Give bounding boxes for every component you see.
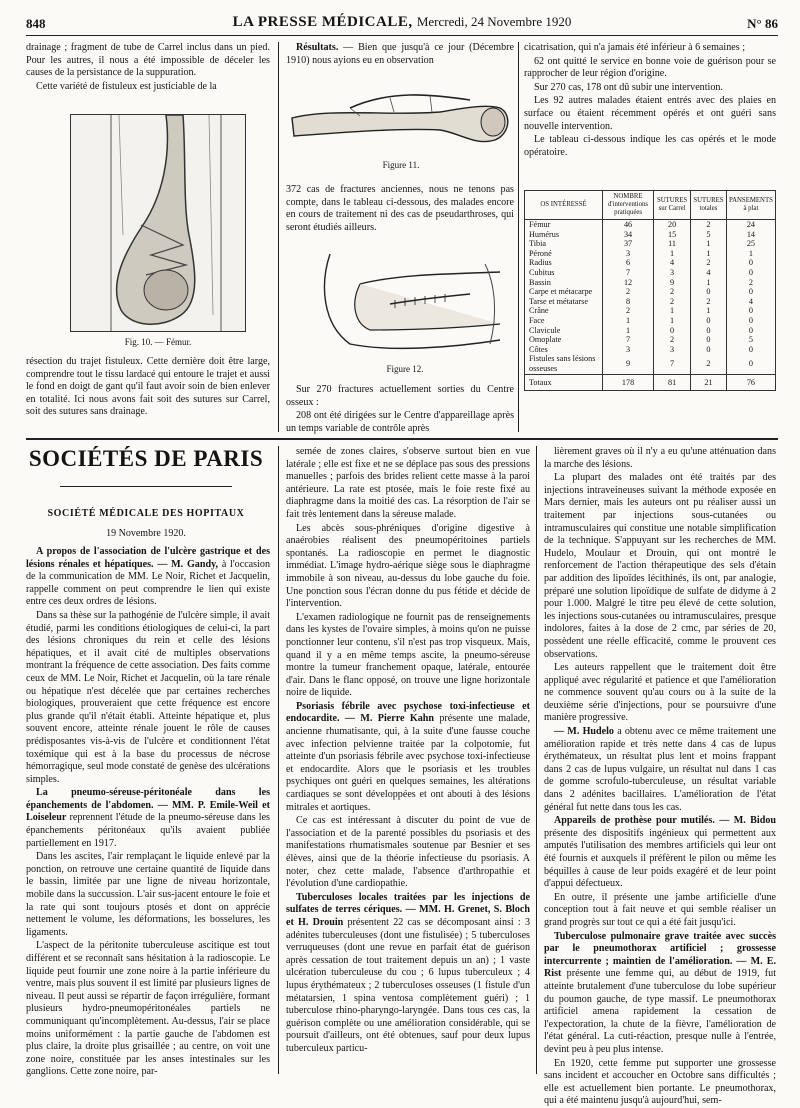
- article-text: La plupart des malades ont été traités par des injections intraveineuses suivant la méthode exposée en Mars dernier, mais les auteurs ont pu réaliser aussi un traitement par injections sous-cutanées ou intramusculaires qui constitue une notable simplification de la technique. S'appuyant sur les recherches de MM. Hudelo, Moulaur et Drouin, qui ont montré le renforcement de l'action thérapeutique des sels d'étain par addition des lipoïdes lécithinés, ils ont, par analogie, préparé une solution lipoïdique de sulfate de didyme à 2 pour 1.000. Malgré le titre peu élevé de cette solution, les injections sous-cutanées ou intramusculaires, presque indolores, faites à la dose de 2 cmc, par séries de 20, possèdent une réelle efficacité, comme le prouvent ces observations.: [544, 472, 776, 660]
- paragraph: [544, 1058, 776, 1108]
- table-row: [525, 230, 776, 240]
- article-heading: — M. Hudelo: [554, 726, 614, 738]
- table-cell-tot: 2: [691, 220, 727, 230]
- article-text: L'examen radiologique ne fournit pas de renseignements dans les kystes de l'ovaire simples, à moins qu'on ne puisse ponctionner leur contenu, s'il n'est pas trop visqueux. Mais, quand il y a en même temps ascite, la pneumo-séreuse montre la tumeur franchement opaque, latérale, entourée d'air. Dans le flanc opposé, on trouve une ligne horizontale noire de liquide.: [286, 611, 530, 699]
- table-cell-tot: 21: [691, 374, 727, 391]
- table-cell-os: Face: [525, 316, 603, 326]
- table-cell-n: 1: [603, 316, 654, 326]
- table-cell-n: 34: [603, 230, 654, 240]
- table-cell-tot: 1: [691, 249, 727, 259]
- top-column-1-continued: [26, 356, 270, 432]
- top-column-2-middle: [286, 184, 514, 236]
- society-title: SOCIÉTÉS DE PARIS: [28, 446, 264, 471]
- table-cell-os: Fémur: [525, 220, 603, 230]
- table-row: [525, 354, 776, 374]
- article-text: semée de zones claires, s'observe surtout bien en vue latérale ; elle est fixe et ne se déplace pas sous des pressions manuelles ; parfois des brides relient cette masse à la paroi antérieure. La rate est ptosée, mais le foie reste fixé au diaphragme dans la moitié des cas. La résorption de l'air se fait très lentement dans la séreuse malade.: [286, 446, 530, 520]
- table-cell-tot: 0: [691, 335, 727, 345]
- table-cell-n: 1: [603, 326, 654, 336]
- figure-12-image: [300, 244, 510, 356]
- table-cell-pans: 0: [726, 326, 775, 336]
- table-cell-carrel: 4: [654, 258, 691, 268]
- article-heading: Psoriasis fébrile avec psychose toxi-infectieuse et endocardite. — M. Pierre Kahn: [286, 700, 530, 725]
- column-rule: [536, 446, 537, 1074]
- table-cell-carrel: 3: [654, 345, 691, 355]
- table-cell-os: Fistules sans lésions osseuses: [525, 354, 603, 374]
- table-cell-carrel: 1: [654, 306, 691, 316]
- table-row: [525, 345, 776, 355]
- table-cell-n: 2: [603, 306, 654, 316]
- article-text: a obtenu avec ce même traitement une amélioration rapide et très nette dans 4 cas de lupus érythémateux, un résultat plus lent et moins frappant dans 2 cas de lupus vulgaire, un résultat nul dans 1 cas de gomme scrofulo-tuberculeuse, un résultat variable dans 2 adénites bacillaires. L'amélioration de l'état général fut nette dans tous les cas.: [544, 726, 777, 813]
- table-cell-pans: 76: [726, 374, 775, 391]
- table-cell-pans: 25: [726, 239, 775, 249]
- bottom-column-1: [26, 546, 270, 1078]
- paragraph: Le tableau ci-dessous indique les cas opérés et le mode opératoire.: [524, 134, 776, 158]
- table-cell-n: 178: [603, 374, 654, 391]
- article-text: Les abcès sous-phréniques d'origine digestive à anaérobies réalisent des pneumopéritoines partiels spontanés. La radioscopie en permet le diagnostic immédiat. L'image hydro-aérique siège sous le diaphragme immobile à son niveau, au-dessus du lobe gauche du foie. Une ponction sous l'écran donne du pus fétide et décide de l'intervention.: [286, 522, 530, 610]
- paragraph: Les 92 autres malades étaient entrés avec des plaies en surface ou étaient récemment opérés et ont guéri sans nouvelle intervention.: [524, 95, 776, 132]
- column-rule: [278, 42, 279, 432]
- results-heading: Résultats.: [296, 42, 339, 53]
- table-cell-pans: 0: [726, 354, 775, 374]
- column-rule: [278, 446, 279, 1074]
- table-row: [525, 278, 776, 288]
- paragraph: Sur 270 fractures actuellement sorties du Centre osseux :: [286, 384, 514, 408]
- article-heading: Tuberculoses locales traitées par les injections de sulfates de terres cériques. — MM. H. Grenet, S. Bloch et H. Drouin: [286, 891, 530, 928]
- page-number: 848: [26, 16, 46, 31]
- table-row: [525, 287, 776, 297]
- table-cell-carrel: 2: [654, 297, 691, 307]
- top-column-2-results: [286, 42, 514, 70]
- paragraph: 208 ont été dirigées sur le Centre d'appareillage après un temps variable de contrôle après: [286, 410, 514, 434]
- table-cell-pans: 5: [726, 335, 775, 345]
- paragraph: drainage ; fragment de tube de Carrel inclus dans un pied. Pour les autres, il nous a été impossible de déceler les causes de la persistance de la suppuration.: [26, 42, 270, 79]
- issue-date: Mercredi, 24 Novembre 1920: [416, 14, 572, 29]
- top-column-2-end: [286, 384, 514, 432]
- top-column-3: [524, 42, 776, 184]
- table-row: [525, 239, 776, 249]
- session-date: 19 Novembre 1920.: [106, 528, 186, 539]
- table-cell-tot: 1: [691, 239, 727, 249]
- table-cell-n: 3: [603, 345, 654, 355]
- article-text: Dans sa thèse sur la pathogénie de l'ulcère simple, il avait étudié, parmi les conditions étiologiques de celui-ci, la part des lésions chroniques du rein et celle des lésions hépatiques, et il avait cité de multiples observations montrant la fréquence de cette association. Des faits comme ceux de MM. Le Noir, Richet et Jacquelin, où la tare rénale ou hépatique n'est décelée que par certaines recherches biologiques, prouveraient que cette fréquence est encore plus grande qu'il n'était établi. Atteinte hépatique et, plus souvent encore, atteinte rénale jouent le rôle de causes prédisposantes vis-à-vis de l'ulcère et conditionnent l'état toxémique qui est à la base du processus de nécrose hémorragique, seul mode constaté de genèse des ulcérations simples.: [26, 609, 270, 785]
- journal-title: [26, 14, 778, 31]
- table-cell-carrel: 1: [654, 249, 691, 259]
- header-interventions: NOMBRE d'interventions pratiquées: [603, 191, 654, 220]
- header-sutures-totales: SUTURES totales: [691, 191, 727, 220]
- paragraph: [544, 472, 776, 661]
- table-row: [525, 297, 776, 307]
- cases-table: [524, 190, 776, 391]
- table-cell-os: Côtes: [525, 345, 603, 355]
- table-cell-os: Tibia: [525, 239, 603, 249]
- table-row: [525, 220, 776, 230]
- paragraph: [26, 940, 270, 1079]
- table-cell-pans: 2: [726, 278, 775, 288]
- paragraph: [544, 931, 776, 1057]
- cases-table-container: [524, 190, 776, 391]
- table-cell-n: 46: [603, 220, 654, 230]
- table-cell-carrel: 7: [654, 354, 691, 374]
- article-text: Les auteurs rappellent que le traitement doit être appliqué avec régularité et patience et que l'amélioration ne commence souvent qu'au cours ou à la suite de la deuxième série d'injections, pour se poursuivre d'une manière progressive.: [544, 662, 776, 724]
- bottom-column-3: [544, 446, 777, 1107]
- table-row: [525, 316, 776, 326]
- table-cell-carrel: 3: [654, 268, 691, 278]
- paragraph: cicatrisation, qui n'a jamais été inférieur à 6 semaines ;: [524, 42, 745, 53]
- page-header: [26, 14, 778, 36]
- table-cell-n: 12: [603, 278, 654, 288]
- table-cell-n: 8: [603, 297, 654, 307]
- table-cell-pans: 24: [726, 220, 775, 230]
- table-row: [525, 306, 776, 316]
- table-cell-os: Omoplate: [525, 335, 603, 345]
- table-cell-pans: 0: [726, 268, 775, 278]
- table-cell-pans: 1: [726, 249, 775, 259]
- paragraph: [26, 851, 270, 939]
- paragraph: 372 cas de fractures anciennes, nous ne tenons pas compte, dans le tableau ci-dessous, des malades encore en cours de traitement ni des cas de pseudarthroses, qui seront étudiés ailleurs.: [286, 184, 514, 233]
- society-subtitle: SOCIÉTÉ MÉDICALE DES HOPITAUX: [47, 508, 245, 519]
- table-cell-os: Totaux: [525, 374, 603, 391]
- table-cell-os: Crâne: [525, 306, 603, 316]
- paragraph: Sur 270 cas, 178 ont dû subir une intervention.: [534, 81, 723, 93]
- figure-10-femur-image: [70, 114, 246, 332]
- table-row: [525, 335, 776, 345]
- article-text: présente une femme qui, au début de 1919, fut atteinte brutalement d'une tuberculose du lobe supérieur du poumon gauche, de type massif. Le pneumothorax artificiel amena rapidement la cessation de l'expectoration, la chute de la fièvre, l'amélioration de l'état général. La cuti-réaction, presque nulle à l'entrée, devint peu à peu plus intense.: [544, 968, 776, 1055]
- article-text: présentent 22 cas se décomposant ainsi : 3 adénites tuberculeuses (dont une fistulisée) ; 5 tuberculoses verruqueuses (dont une revue en parfait état de guérison après cessation de tout traitement depuis un an) ; 1 vaste ulcération tuberculeuse du cou ; 6 lupus tuberculeux ; 4 lupus érythémateux ; 2 tuberculoses osseuses (1 fistule d'un métatarsien, 1 spina ventosa complètement guéri) ; 1 tuberculose rhino-pharyngo-laryngée. Dans tous ces cas, la guérison complète ou une amélioration considérable, qui se poursuit d'ailleurs, ont été obtenues, sauf pour deux lupus tuberculeux particu-: [286, 916, 530, 1054]
- article-heading: A propos de l'association de l'ulcère gastrique et des lésions rénales et hépatiques. — M. Gandy,: [26, 546, 270, 570]
- article-text: Dans les ascites, l'air remplaçant le liquide enlevé par la ponction, on retrouve une certaine quantité de liquide dans le bassin, limitée par une ligne de niveau horizontale, mobile dans la succussion. L'air sus-jacent entoure le foie et la rate qui sont toujours ptosés et dont on apprécie nettement le volume, les déformations, les bosselures, les ligaments.: [26, 851, 270, 938]
- table-cell-carrel: 9: [654, 278, 691, 288]
- table-cell-n: 9: [603, 354, 654, 374]
- paragraph: [544, 892, 776, 930]
- article-text: présente une malade, ancienne rhumatisante, qui, à la suite d'une fausse couche avec infection pelvienne traitée par la colpotomie, fut atteinte d'un psoriasis fébrile avec psychose toxi-infectieuse et endocardite. Alors que le psoriasis et les troubles psychiques ont guéri en quelques semaines, les altérations cardiaques se sont développées et ont abouti à des lésions mitrales et aortiques.: [286, 713, 530, 813]
- table-cell-tot: 0: [691, 316, 727, 326]
- table-cell-pans: 0: [726, 306, 775, 316]
- table-cell-tot: 2: [691, 297, 727, 307]
- table-cell-pans: 14: [726, 230, 775, 240]
- table-cell-n: 3: [603, 249, 654, 259]
- paragraph: [286, 446, 530, 522]
- table-cell-tot: 0: [691, 345, 727, 355]
- table-row: [525, 249, 776, 259]
- table-cell-tot: 2: [691, 354, 727, 374]
- table-cell-carrel: 20: [654, 220, 691, 230]
- paragraph: [26, 787, 270, 850]
- table-cell-pans: 0: [726, 258, 775, 268]
- table-row: [525, 326, 776, 336]
- paragraph: [286, 612, 530, 700]
- table-cell-carrel: 0: [654, 326, 691, 336]
- table-cell-os: Humérus: [525, 230, 603, 240]
- table-body: [525, 220, 776, 391]
- table-cell-n: 37: [603, 239, 654, 249]
- article-text: reprennent l'étude de la pneumo-séreuse dans les épanchements péritonéaux qu'ils avaient publiée partiellement en 1917.: [26, 812, 270, 849]
- table-cell-carrel: 81: [654, 374, 691, 391]
- article-heading: Appareils de prothèse pour mutilés. — M. Bidou: [554, 815, 776, 827]
- paragraph: [544, 815, 776, 891]
- table-cell-tot: 0: [691, 326, 727, 336]
- paragraph: [544, 662, 776, 725]
- table-cell-n: 7: [603, 335, 654, 345]
- table-cell-os: Clavicule: [525, 326, 603, 336]
- figure-12-caption: Figure 12.: [386, 364, 424, 374]
- table-cell-pans: 0: [726, 287, 775, 297]
- table-cell-tot: 1: [691, 278, 727, 288]
- journal-name: LA PRESSE MÉDICALE,: [232, 14, 413, 30]
- paragraph: Cette variété de fistuleux est justiciable de la: [36, 80, 217, 92]
- table-cell-n: 7: [603, 268, 654, 278]
- header-os: OS INTÉRESSÉ: [525, 191, 603, 220]
- paragraph: [26, 610, 270, 786]
- table-cell-tot: 4: [691, 268, 727, 278]
- table-cell-pans: 0: [726, 345, 775, 355]
- issue-number: N° 86: [747, 16, 778, 31]
- paragraph: [26, 546, 270, 609]
- paragraph: [286, 892, 530, 1056]
- article-text: à l'occasion de la communication de MM. Le Noir, Richet et Jacquelin, rappelle comment on peut comprendre le lien qui existe entre ces deux ordres de lésions.: [26, 558, 270, 608]
- table-cell-tot: 1: [691, 306, 727, 316]
- table-cell-os: Péroné: [525, 249, 603, 259]
- article-heading: La pneumo-séreuse-péritonéale dans les épanchements de l'abdomen. — MM. P. Emile-Weil et Loiseleur: [26, 787, 270, 824]
- table-cell-os: Tarse et métatarse: [525, 297, 603, 307]
- table-cell-os: Carpe et métacarpe: [525, 287, 603, 297]
- header-pansements: PANSEMENTS à plat: [726, 191, 775, 220]
- table-cell-carrel: 15: [654, 230, 691, 240]
- table-cell-carrel: 1: [654, 316, 691, 326]
- table-row: [525, 258, 776, 268]
- paragraph: [286, 701, 530, 814]
- figure-11-caption: Figure 11.: [382, 160, 420, 170]
- table-total-row: [525, 374, 776, 391]
- paragraph: [286, 815, 530, 891]
- table-cell-tot: 0: [691, 287, 727, 297]
- table-row: [525, 268, 776, 278]
- figure-10-caption: Fig. 10. — Fémur.: [124, 337, 192, 347]
- paragraph: [544, 726, 776, 814]
- table-cell-carrel: 2: [654, 335, 691, 345]
- article-heading: Tuberculose pulmonaire grave traitée avec succès par le pneumothorax artificiel ; grossesse intercurrente ; maintien de l'amélioration. — M. E. Rist: [544, 930, 776, 980]
- table-cell-tot: 2: [691, 258, 727, 268]
- column-rule: [518, 42, 519, 432]
- table-cell-pans: 4: [726, 297, 775, 307]
- paragraph: [544, 446, 776, 471]
- article-text: L'aspect de la péritonite tuberculeuse ascitique est tout différent et se reconnaît sans hésitation à la radioscopie. Le liquide peut fournir une zone noire à la partie inférieure du ventre, mais plus souvent il est limité par plusieurs lignes de niveau. Il peut aussi se répartir de façon irrégulière, formant plusieurs hydro-pneumopéritonéales partiels ne communiquant qu'incomplètement. Au-dessus, l'air se place moins uniformément : la partie gauche de l'abdomen est plus claire, la droite plus grisaillée ; au centre, on voit une zone noire, constituée par les anses intestinales sur les ganglions. Cette zone noire, par-: [26, 940, 270, 1078]
- paragraph: 62 ont quitté le service en bonne voie de guérison pour se rapprocher de leur région d'origine.: [524, 55, 776, 80]
- section-divider: [26, 438, 778, 440]
- article-text: En outre, il présente une jambe artificielle d'une conception tout à fait neuve et qui semble réaliser un grand progrès sur tout ce qui a été fait jusqu'ici.: [544, 891, 776, 928]
- table-cell-os: Radius: [525, 258, 603, 268]
- article-text: présente des dispositifs ingénieux qui permettent aux amputés l'utilisation des membres artificiels qui leur ont été fournis et auxquels il préfèrent le pilon ou même les béquilles à cause de leur poids exagéré et de leur point d'appui défectueux.: [544, 827, 776, 890]
- top-column-1: [26, 42, 270, 112]
- bottom-column-2: [286, 446, 530, 1074]
- table-cell-n: 2: [603, 287, 654, 297]
- table-cell-carrel: 11: [654, 239, 691, 249]
- table-cell-os: Bassin: [525, 278, 603, 288]
- article-text: lièrement graves où il n'y a eu qu'une atténuation dans la marche des lésions.: [544, 446, 776, 470]
- table-cell-os: Cubitus: [525, 268, 603, 278]
- table-cell-pans: 0: [726, 316, 775, 326]
- title-underline: [60, 486, 232, 487]
- table-cell-n: 6: [603, 258, 654, 268]
- table-cell-tot: 5: [691, 230, 727, 240]
- figure-11-image: [290, 78, 512, 150]
- results-text: — Bien que jusqu'à ce jour (Décembre 1910) nous ayions eu en observation: [286, 42, 514, 66]
- paragraph: résection du trajet fistuleux. Cette dernière doit être large, comprendre tout le tissu lardacé qui entoure le trajet et aussi le fond en doigt de gant qu'il faut avoir soin de bien enlever en totalité. Ici nous avons fait soit des sutures sur Carrel, soit des sutures sans drainage.: [26, 356, 270, 418]
- header-sutures-carrel: SUTURES sur Carrel: [654, 191, 691, 220]
- article-text: Ce cas est intéressant à discuter du point de vue de l'association et de la parenté possibles du psoriasis et des manifestations rhumatismales soutenue par Besnier et ses élèves, ainsi que de la théorie infectieuse du psoriasis. A noter, chez cette malade, l'absence d'arthropathie et l'évolution d'une cardiopathie.: [286, 815, 530, 890]
- table-cell-carrel: 2: [654, 287, 691, 297]
- article-text: En 1920, cette femme put supporter une grossesse sans incident et accoucher en Octobre sans difficultés ; elle est actuellement bien portante. Le pneumothorax, qui a été maintenu jusqu'à aujourd'hui, sem-: [544, 1057, 776, 1107]
- paragraph: [286, 523, 530, 611]
